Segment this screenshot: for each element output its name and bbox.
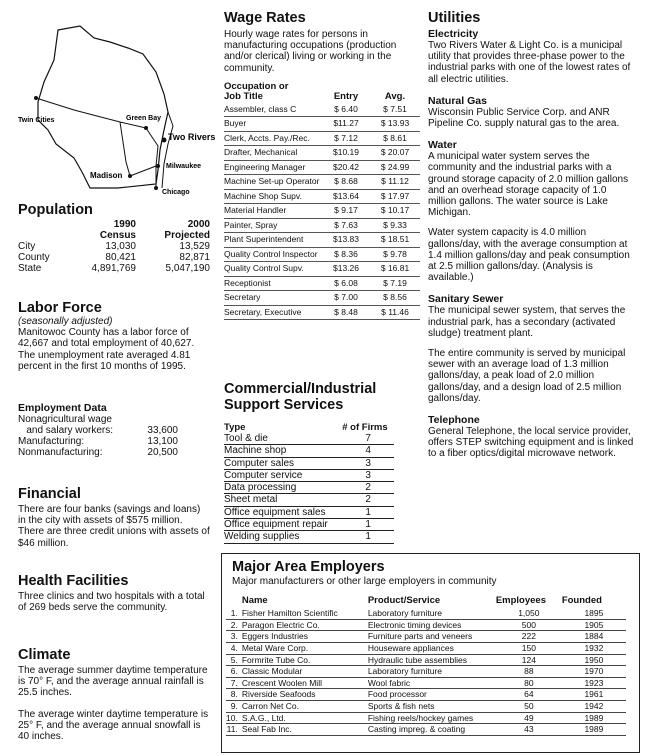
health-text: Three clinics and two hospitals with a total of 269 beds serve the community. — [18, 591, 205, 614]
employer-rank: 10. — [226, 712, 242, 724]
map-label-two-rivers: Two Rivers — [168, 132, 216, 142]
employer-employees: 80 — [496, 677, 562, 689]
employer-product: Electronic timing devices — [368, 619, 496, 631]
employer-founded: 1942 — [562, 700, 626, 712]
employment-row: Manufacturing: 13,100 — [18, 436, 178, 447]
employers-title: Major Area Employers — [232, 559, 385, 575]
climate-section — [18, 647, 210, 742]
employment-row: Nonagricultural wage — [18, 414, 112, 425]
wage-avg: $ 8.56 — [370, 291, 420, 306]
employer-employees: 50 — [496, 700, 562, 712]
two-rivers-dot — [162, 138, 167, 143]
firm-count: 2 — [342, 482, 394, 494]
wage-row — [224, 247, 420, 262]
employer-rank: 9. — [226, 700, 242, 712]
wage-job: Quality Control Inspector — [224, 247, 322, 262]
employer-founded: 1884 — [562, 631, 626, 643]
firm-type: Office equipment sales — [224, 506, 342, 518]
wage-row — [224, 175, 420, 190]
highway-madison — [130, 166, 156, 176]
wage-entry: $ 7.12 — [322, 131, 370, 146]
employer-product: Furniture parts and veneers — [368, 631, 496, 643]
employers-table — [226, 595, 626, 736]
wage-entry: $ 8.36 — [322, 247, 370, 262]
wage-job: Material Handler — [224, 204, 322, 219]
wage-job: Quality Control Supv. — [224, 262, 322, 277]
wage-entry: $13.26 — [322, 262, 370, 277]
employer-rank: 7. — [226, 677, 242, 689]
employer-employees: 150 — [496, 642, 562, 654]
wage-job: Machine Set-up Operator — [224, 175, 322, 190]
header-employees: Employees — [495, 595, 546, 607]
financial-title: Financial — [18, 486, 81, 502]
wages-title: Wage Rates — [224, 10, 306, 26]
wage-job: Secretary — [224, 291, 322, 306]
employer-rank: 3. — [226, 631, 242, 643]
employer-rank: 11. — [226, 724, 242, 736]
firm-row — [224, 457, 394, 469]
year-2000: 2000 — [187, 219, 210, 230]
wage-job: Secretary, Executive — [224, 305, 322, 320]
employer-employees: 222 — [496, 631, 562, 643]
header-name: Name — [241, 595, 268, 607]
employer-row — [226, 654, 626, 666]
employer-founded: 1895 — [562, 608, 626, 619]
header-product: Product/Service — [367, 595, 441, 607]
climate-title: Climate — [18, 647, 71, 663]
employer-name: Crescent Woolen Mill — [242, 677, 368, 689]
employer-product: Wool fabric — [368, 677, 496, 689]
employer-row — [226, 724, 626, 736]
firm-type: Welding supplies — [224, 531, 342, 543]
firm-type: Sheet metal — [224, 494, 342, 506]
wages-intro: Hourly wage rates for persons in manufacturing occupations (production and/or clerical) living or working in the community. — [224, 29, 397, 74]
wage-job: Drafter, Mechanical — [224, 146, 322, 161]
gas-text: Wisconsin Public Service Corp. and ANR Pipeline Co. supply natural gas to the area. — [428, 106, 620, 130]
wage-entry: $10.19 — [322, 146, 370, 161]
labor-subtitle: (seasonally adjusted) — [18, 316, 113, 327]
wage-job: Receptionist — [224, 276, 322, 291]
employer-row — [226, 619, 626, 631]
employer-founded: 1989 — [562, 724, 626, 736]
firm-count: 3 — [342, 457, 394, 469]
major-employers-box — [221, 553, 640, 753]
wage-entry: $ 6.40 — [322, 103, 370, 117]
firm-type: Office equipment repair — [224, 519, 342, 531]
climate-text-summer: The average summer daytime temperature is 70° F, and the average annual rainfall is 25.5 inches. — [18, 665, 208, 699]
health-title: Health Facilities — [18, 573, 129, 589]
employer-employees: 88 — [496, 666, 562, 678]
telephone-text: General Telephone, the local service provider, offers STEP switching equipment and is linked to a fiber optics/digital microwave network. — [428, 426, 634, 460]
electricity-heading: Electricity — [428, 28, 479, 40]
wage-row — [224, 189, 420, 204]
employer-product: Sports & fish nets — [368, 700, 496, 712]
header-type: Type — [224, 422, 246, 433]
commercial-body — [224, 433, 394, 543]
population-section — [18, 202, 210, 274]
water-text-2: Water system capacity is 4.0 million gallons/day, with the average consumption at 1.4 million gallons/day and peak consumption at 2.5 million gallons/day. (Analysis is available.) — [428, 227, 630, 284]
sewer-text-1: The municipal sewer system, that serves the industrial park, has a secondary (activated sludge) treatment plant. — [428, 305, 626, 339]
employer-rank: 6. — [226, 666, 242, 678]
employer-product: Houseware appliances — [368, 642, 496, 654]
employer-rank: 8. — [226, 689, 242, 701]
firm-row — [224, 445, 394, 457]
employer-row — [226, 642, 626, 654]
labor-section — [18, 300, 210, 372]
wage-avg: $ 8.61 — [370, 131, 420, 146]
map-label-twin-cities: Twin Cities — [18, 117, 55, 124]
health-section — [18, 573, 210, 613]
employment-table — [18, 414, 178, 458]
labor-title: Labor Force — [18, 300, 102, 316]
population-table — [18, 219, 210, 274]
wage-avg: $ 9.78 — [370, 247, 420, 262]
employer-name: Fisher Hamilton Scientific — [242, 608, 368, 619]
employer-product: Food processor — [368, 689, 496, 701]
wage-row — [224, 204, 420, 219]
employers-subtitle: Major manufacturers or other large employers in community — [232, 576, 497, 587]
employer-employees: 64 — [496, 689, 562, 701]
utilities-title: Utilities — [428, 10, 481, 26]
commercial-section — [224, 381, 420, 544]
wage-avg: $ 7.51 — [370, 103, 420, 117]
wage-job: Painter, Spray — [224, 218, 322, 233]
water-heading: Water — [428, 139, 457, 152]
employer-name: Metal Ware Corp. — [242, 642, 368, 654]
wage-entry: $ 9.17 — [322, 204, 370, 219]
wage-row — [224, 146, 420, 161]
state-outline — [38, 26, 168, 188]
chicago-dot — [154, 186, 158, 190]
employer-founded: 1932 — [562, 642, 626, 654]
firm-count: 1 — [342, 506, 394, 518]
firm-type: Machine shop — [224, 445, 342, 457]
utilities-section — [428, 10, 634, 460]
wage-row — [224, 131, 420, 146]
employer-founded: 1989 — [562, 712, 626, 724]
wage-row — [224, 103, 420, 117]
employment-row: Nonmanufacturing: 20,500 — [18, 447, 178, 458]
firm-type: Tool & die — [224, 433, 342, 445]
lake-shore — [162, 112, 173, 188]
electricity-text: Two Rivers Water & Light Co. is a municipal utility that provides three-phase power to the industrial parks with one of the lowest rates of all electric utilities. — [428, 40, 631, 85]
milwaukee-dot — [156, 164, 160, 168]
wages-table — [224, 82, 420, 321]
firm-row — [224, 494, 394, 506]
firm-type: Data processing — [224, 482, 342, 494]
wages-section — [224, 10, 420, 320]
population-row: City 13,030 13,529 — [18, 241, 210, 252]
firm-count: 2 — [342, 494, 394, 506]
wage-avg: $ 11.46 — [370, 305, 420, 320]
employer-rank: 2. — [226, 619, 242, 631]
wage-avg: $ 7.19 — [370, 276, 420, 291]
wages-header — [224, 82, 420, 103]
wage-row — [224, 160, 420, 175]
map-label-chicago: Chicago — [162, 189, 190, 196]
commercial-header — [224, 422, 394, 433]
madison-dot — [128, 174, 132, 178]
firm-type: Computer service — [224, 469, 342, 481]
financial-text: There are four banks (savings and loans) in the city with assets of $575 million. There are three credit unions with assets of $46 million. — [18, 504, 210, 549]
wage-job: Clerk, Accts. Pay./Rec. — [224, 131, 322, 146]
map-label-madison: Madison — [90, 171, 123, 180]
wage-avg: $ 9.33 — [370, 218, 420, 233]
employer-employees: 124 — [496, 654, 562, 666]
firm-count: 1 — [342, 531, 394, 543]
wage-row — [224, 117, 420, 132]
labor-text: Manitowoc County has a labor force of 42,667 and total employment of 40,627. The unemployment rate averaged 4.81 percent in the first 10 months of 1995. — [18, 327, 195, 372]
employers-header — [226, 595, 626, 608]
firm-count: 3 — [342, 469, 394, 481]
telephone-heading: Telephone — [428, 414, 480, 427]
employer-founded: 1961 — [562, 689, 626, 701]
firm-row — [224, 433, 394, 445]
climate-text-winter: The average winter daytime temperature is 25° F, and the average annual snowfall is 40 inches. — [18, 708, 209, 743]
sewer-text-2: The entire community is served by municipal sewer with an average load of 1.3 million gallons/day, a peak load of 2.0 million gallons/day, and a design load of 2.5 million gallons/day. — [428, 348, 626, 404]
employer-name: Paragon Electric Co. — [242, 619, 368, 631]
header-job-title: Job Title — [224, 91, 263, 103]
map-label-green-bay: Green Bay — [126, 115, 162, 122]
wage-avg: $ 18.51 — [370, 233, 420, 248]
wage-entry: $11.27 — [322, 117, 370, 132]
firm-row — [224, 482, 394, 494]
wage-entry: $ 7.63 — [322, 218, 370, 233]
employer-founded: 1905 — [562, 619, 626, 631]
label-projected: Projected — [164, 230, 210, 241]
wage-entry: $ 6.08 — [322, 276, 370, 291]
employers-body — [226, 608, 626, 735]
firm-type: Computer sales — [224, 457, 342, 469]
financial-section — [18, 486, 210, 549]
firm-count: 1 — [342, 519, 394, 531]
employer-product: Laboratory furniture — [368, 608, 496, 619]
header-entry: Entry — [333, 91, 359, 103]
wage-job: Plant Superintendent — [224, 233, 322, 248]
employer-name: Formrite Tube Co. — [242, 654, 368, 666]
header-occupation: Occupation or — [224, 80, 289, 92]
wage-row — [224, 305, 420, 320]
employer-founded: 1923 — [562, 677, 626, 689]
employer-row — [226, 666, 626, 678]
firm-row — [224, 469, 394, 481]
wage-row — [224, 291, 420, 306]
commercial-title-line1: Commercial/Industrial — [224, 381, 377, 397]
firm-row — [224, 519, 394, 531]
wage-job: Buyer — [224, 117, 322, 132]
wage-avg: $ 10.17 — [370, 204, 420, 219]
employment-section — [18, 402, 210, 458]
employer-product: Casting impreg. & coating — [368, 724, 496, 736]
wage-row — [224, 262, 420, 277]
header-avg: Avg. — [384, 91, 406, 103]
wage-row — [224, 233, 420, 248]
wisconsin-map — [18, 12, 218, 200]
wage-avg: $ 11.12 — [370, 175, 420, 190]
firm-row — [224, 506, 394, 518]
firm-count: 4 — [342, 445, 394, 457]
employer-name: Eggers Industries — [242, 631, 368, 643]
employer-name: Carron Net Co. — [242, 700, 368, 712]
population-row: State 4,891,769 5,047,190 — [18, 263, 210, 274]
employer-name: Classic Modular — [242, 666, 368, 678]
employer-row — [226, 712, 626, 724]
label-census: Census — [99, 230, 136, 241]
employer-employees: 500 — [496, 619, 562, 631]
commercial-table — [224, 422, 394, 544]
employer-row — [226, 631, 626, 643]
employer-name: Seal Fab Inc. — [242, 724, 368, 736]
employer-employees: 1,050 — [496, 608, 562, 619]
gas-heading: Natural Gas — [428, 94, 487, 107]
firm-row — [224, 531, 394, 543]
green-bay-dot — [144, 126, 148, 130]
employer-row — [226, 689, 626, 701]
employer-employees: 43 — [496, 724, 562, 736]
commercial-title-line2: Support Services — [224, 397, 344, 413]
water-text-1: A municipal water system serves the community and the industrial parks with a ground storage capacity of 2.0 million gallons and an overhead storage capacity of 1.0 million gallons. The water source is Lake Michigan. — [428, 151, 629, 219]
employment-row: and salary workers: 33,600 — [18, 425, 178, 436]
wage-job: Assembler, class C — [224, 103, 322, 117]
wage-entry: $13.83 — [322, 233, 370, 248]
employer-row — [226, 608, 626, 619]
population-row: County 80,421 82,871 — [18, 252, 210, 263]
employer-rank: 1. — [226, 608, 242, 619]
wage-entry: $ 8.48 — [322, 305, 370, 320]
employer-founded: 1970 — [562, 666, 626, 678]
header-firms: # of Firms — [342, 422, 388, 433]
wage-avg: $ 17.97 — [370, 189, 420, 204]
map-label-milwaukee: Milwaukee — [166, 163, 202, 170]
twin-cities-dot — [34, 96, 38, 100]
wage-row — [224, 218, 420, 233]
wage-row — [224, 276, 420, 291]
wage-avg: $ 24.99 — [370, 160, 420, 175]
wage-entry: $13.64 — [322, 189, 370, 204]
highway-south — [120, 122, 130, 176]
employer-row — [226, 700, 626, 712]
wage-job: Machine Shop Supv. — [224, 189, 322, 204]
employer-rank: 5. — [226, 654, 242, 666]
wages-body — [224, 103, 420, 320]
wage-entry: $ 8.68 — [322, 175, 370, 190]
employment-title: Employment Data — [18, 402, 107, 414]
employer-row — [226, 677, 626, 689]
header-founded: Founded — [561, 595, 602, 607]
population-header — [18, 219, 210, 241]
employer-employees: 49 — [496, 712, 562, 724]
wage-avg: $ 20.07 — [370, 146, 420, 161]
employer-founded: 1950 — [562, 654, 626, 666]
wage-job: Engineering Manager — [224, 160, 322, 175]
employer-product: Fishing reels/hockey games — [368, 712, 496, 724]
year-1990: 1990 — [113, 219, 136, 230]
sewer-heading: Sanitary Sewer — [428, 293, 504, 306]
highway-lake — [146, 128, 158, 188]
employer-product: Hydraulic tube assemblies — [368, 654, 496, 666]
employer-name: S.A.G., Ltd. — [242, 712, 368, 724]
wage-avg: $ 16.81 — [370, 262, 420, 277]
wage-entry: $20.42 — [322, 160, 370, 175]
employer-rank: 4. — [226, 642, 242, 654]
employer-name: Riverside Seafoods — [242, 689, 368, 701]
population-title: Population — [18, 202, 93, 218]
firm-count: 7 — [342, 433, 394, 445]
wage-entry: $ 7.00 — [322, 291, 370, 306]
wage-avg: $ 13.93 — [370, 117, 420, 132]
employer-product: Laboratory furniture — [368, 666, 496, 678]
